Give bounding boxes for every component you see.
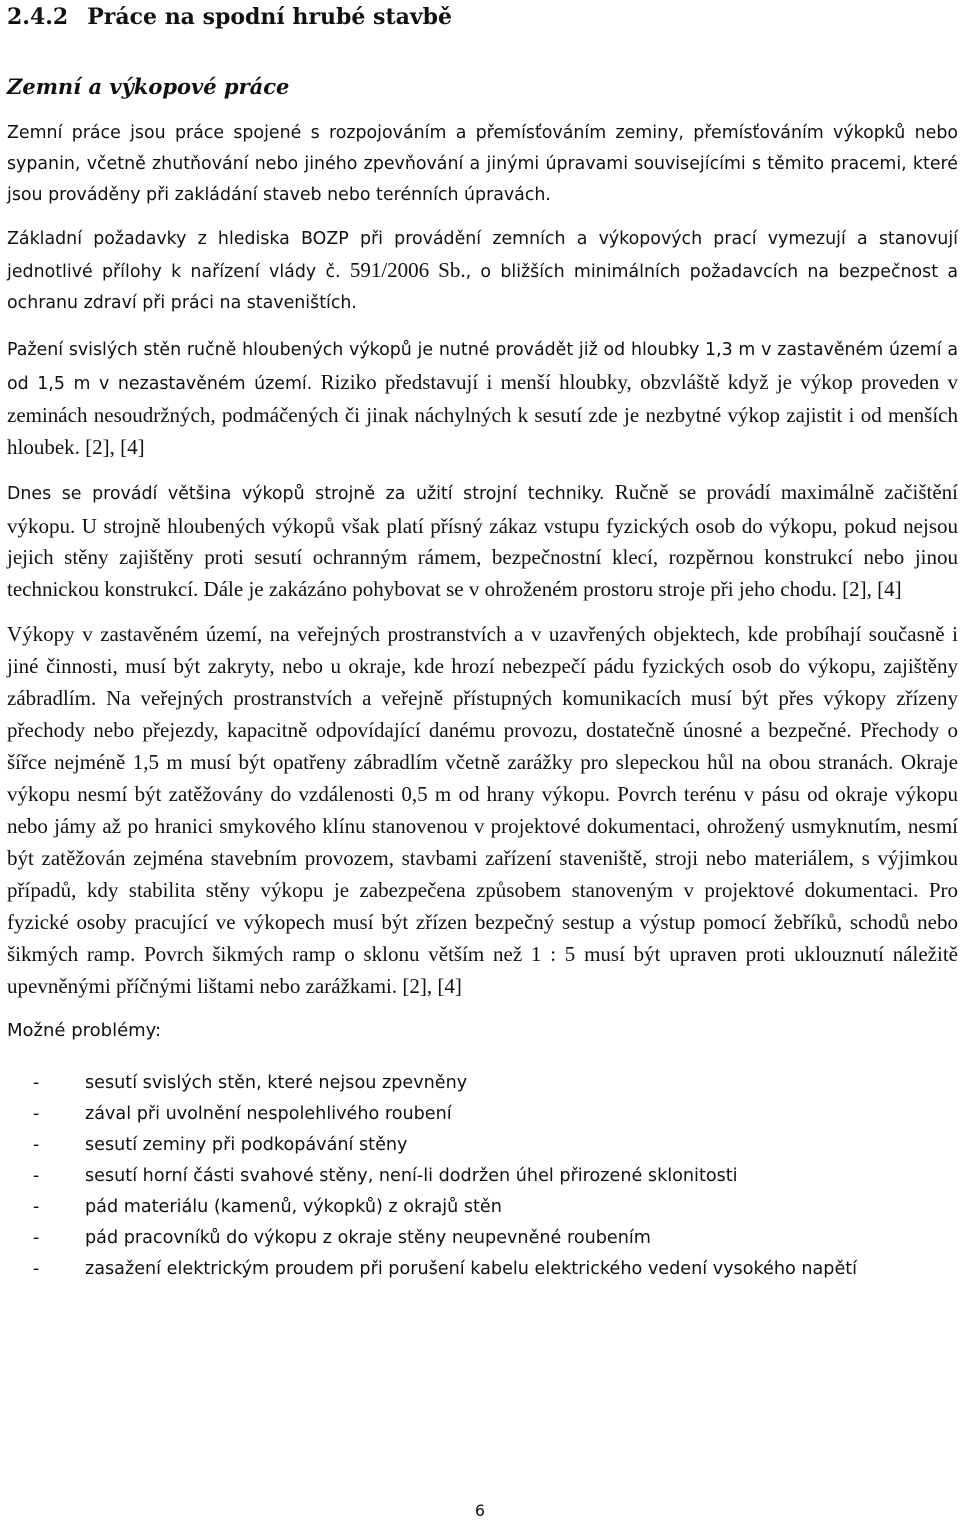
list-item-text: sesutí zeminy při podkopávání stěny <box>85 1135 408 1155</box>
section-title: Práce na spodní hrubé stavbě <box>87 4 453 30</box>
paragraph-text: Povrch terénu v pásu od okraje výkopu nebo jámy až po hranici smykového klínu stanovenou v projektové dokumentaci, ohrožený usmyknutím, nesmí být zatěžován zejména stavebním provozem, stavbami zařízení staveniště, stroji nebo materiálem, s výjimkou případů, kdy stabilita stěny výkopu je zabezpečena způsobem stanoveným v projektové dokumentaci. Pro fyzické osoby pracující ve výkopech musí být zřízen bezpečný sestup a výstup pomocí žebříků, schodů nebo šikmých ramp. Povrch šikmých ramp o sklonu větším než 1 : 5 musí být upraven proti uklouznutí náležitě upevněnými příčnými lištami nebo zarážkami. [2], [4] <box>7 782 958 998</box>
list-item <box>7 1099 958 1130</box>
paragraph-text: Dnes se provádí většina výkopů strojně za užití strojní techniky. <box>7 484 605 504</box>
list-dash: - <box>33 1166 40 1186</box>
paragraph-excavation-safety <box>7 618 958 1002</box>
paragraph-text: , o bližších minimálních požadavcích na bezpečnost a ochranu zdraví při práci na staveništích. <box>7 262 959 313</box>
problems-list <box>7 1068 958 1285</box>
list-dash: - <box>33 1135 40 1155</box>
page-number: 6 <box>474 1501 486 1520</box>
list-dash: - <box>33 1104 40 1124</box>
paragraph-text: Riziko představují i menší hloubky, obzvláště když je výkop proveden v zeminách nesoudržných, podmáčených či jinak náchylných k sesutí zde je nezbytné výkop zajistit i od menších hloubek. <box>7 369 958 459</box>
paragraph-text: U strojně hloubených výkopů však platí přísný zákaz vstupu fyzických osob do výkopu, pokud nejsou jejich stěny zajištěny proti sesutí ochranným rámem, bezpečnostní klecí, rozpěrnou konstrukcí nebo jinou technickou konstrukcí. <box>7 513 958 601</box>
list-item <box>7 1068 958 1099</box>
paragraph-machine-excavation <box>7 477 958 605</box>
paragraph-text: Na veřejných prostranstvích a veřejně přístupných komunikacích musí být přes výkopy zřízeny přechody nebo přejezdy, kapacitně odpovídající danému provozu, dostatečně únosné a bezpečné. Přechody o šířce nejméně 1,5 m musí být opatřeny zábradlím včetně zarážky pro slepeckou hůl na obou stranách. Okraje výkopu nesmí být zatěžovány do vzdálenosti 0,5 m od hrany výkopu. <box>7 686 958 806</box>
paragraph-bozp-requirements <box>7 224 958 319</box>
list-item <box>7 1223 958 1254</box>
paragraph-text: Základní požadavky z hlediska BOZP při provádění zemních a výkopových prací vymezují a stanovují jednotlivé přílohy k nařízení vlády č. <box>7 229 958 282</box>
citation: [2], [4] <box>79 434 145 459</box>
list-dash: - <box>33 1228 40 1248</box>
list-dash: - <box>33 1197 40 1217</box>
list-item-text: pád materiálu (kamenů, výkopků) z okrajů stěn <box>85 1197 502 1217</box>
list-item <box>7 1161 958 1192</box>
problems-intro: Možné problémy: <box>7 1020 162 1041</box>
section-heading <box>7 0 958 34</box>
list-item-text: pád pracovníků do výkopu z okraje stěny neupevněné roubením <box>85 1228 651 1248</box>
list-dash: - <box>33 1259 40 1279</box>
paragraph-text: Ručně se provádí maximálně začištění výkopu. <box>7 480 958 538</box>
paragraph-earthworks-definition: Zemní práce jsou práce spojené s rozpojováním a přemísťováním zeminy, přemísťováním výkopků nebo sypanin, včetně zhutňování nebo jiného zpevňování a jinými úpravami souvisejícími s těmito pracemi, které jsou prováděny při zakládání staveb nebo terénních úpravách. <box>7 123 958 205</box>
paragraph-shoring <box>7 333 958 463</box>
list-item <box>7 1192 958 1223</box>
list-item <box>7 1254 958 1285</box>
list-dash: - <box>33 1073 40 1093</box>
subsection-heading: Zemní a výkopové práce <box>7 74 290 99</box>
section-number: 2.4.2 <box>7 4 69 30</box>
paragraph-text: Pažení svislých stěn ručně hloubených výkopů je nutné provádět již od hloubky 1,3 m v zastavěném území a od 1,5 m v nezastavěném území. <box>7 340 958 394</box>
list-item-text: zasažení elektrickým proudem při porušení kabelu elektrického vedení vysokého napětí <box>85 1259 858 1279</box>
list-item-text: sesutí svislých stěn, které nejsou zpevněny <box>85 1073 468 1093</box>
list-item-text: zával při uvolnění nespolehlivého roubení <box>85 1104 452 1124</box>
regulation-number: 591/2006 Sb. <box>349 258 466 282</box>
list-item <box>7 1130 958 1161</box>
list-item-text: sesutí horní části svahové stěny, není-li dodržen úhel přirozené sklonitosti <box>85 1166 738 1186</box>
paragraph-text: Výkopy v zastavěném území, na veřejných prostranstvích a v uzavřených objektech, kde probíhají současně i jiné činnosti, musí být zakryty, nebo u okraje, kde hrozí nebezpečí pádu fyzických osob do výkopu, zajištěny zábradlím. <box>7 622 958 710</box>
paragraph-text: Dále je zakázáno pohybovat se v ohroženém prostoru stroje při jeho chodu. [2], [4] <box>198 576 902 601</box>
document-page <box>7 0 958 1285</box>
